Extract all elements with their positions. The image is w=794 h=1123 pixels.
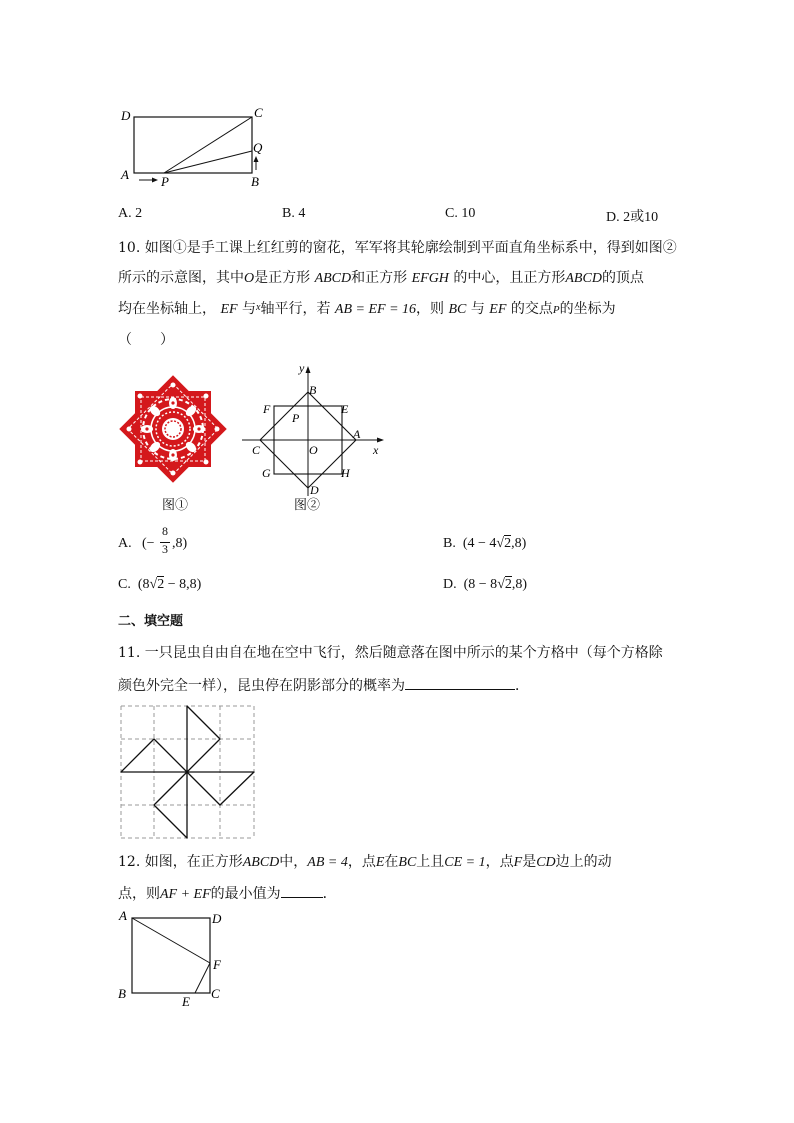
q10-option-c[interactable] <box>118 577 201 593</box>
q10-text: 和正方形 <box>351 270 408 286</box>
label-f: F <box>213 957 221 972</box>
math-efgh: EFGH <box>411 271 449 286</box>
option-close: ,8) <box>172 536 188 551</box>
sqrt-sign: √ <box>149 577 158 592</box>
q9-label-d: D <box>121 108 131 123</box>
label-d: D <box>212 911 222 926</box>
option-text: (4 − 4 <box>462 536 497 551</box>
option-key: D. <box>443 577 457 592</box>
q10-text: 与 <box>242 301 257 317</box>
q10-line-3 <box>118 298 616 320</box>
math-bc: BC <box>448 302 467 317</box>
label-d: D <box>310 483 319 497</box>
q10-text: 如图①是手工课上红红剪的窗花，军军将其轮廓绘制到平面直角坐标系中，得到如图② <box>144 240 677 256</box>
q10-text: 的顶点 <box>601 270 644 286</box>
q12-text: ，点 <box>347 854 376 870</box>
q12-text: 是 <box>522 854 537 870</box>
q9-option-b[interactable] <box>282 206 305 222</box>
q10-text: 所示的示意图，其中 <box>118 270 244 286</box>
q10-option-b[interactable] <box>443 536 526 552</box>
q10-option-d[interactable] <box>443 577 527 593</box>
option-key: C. <box>445 206 458 221</box>
q11-line-2 <box>118 675 529 696</box>
q10-text: 轴平行，若 <box>260 301 331 317</box>
math-e: E <box>375 855 385 870</box>
label-c: C <box>252 443 261 457</box>
q10-line-2 <box>118 268 644 289</box>
q10-line-1 <box>118 238 677 258</box>
label-f: F <box>263 402 271 416</box>
q12-text: 边上的动 <box>555 854 612 870</box>
sqrt-sign: √ <box>496 536 505 551</box>
q9-label-c: C <box>254 105 263 120</box>
label-a: A <box>353 427 361 441</box>
q9-figure <box>112 100 282 195</box>
sqrt-radicand: 2 <box>157 577 165 592</box>
window-flower-image <box>118 374 228 484</box>
label-p: P <box>292 411 300 425</box>
math-x: x <box>256 302 261 313</box>
sqrt-radicand: 2 <box>504 577 512 592</box>
answer-blank[interactable] <box>281 883 323 898</box>
q12-square-figure <box>112 906 232 1010</box>
q10-text: 的中心，且正方形 <box>453 270 566 286</box>
answer-blank[interactable] <box>405 675 515 690</box>
q12-text: 在 <box>384 854 399 870</box>
math-abcd: ABCD <box>314 271 352 286</box>
label-b: B <box>309 383 317 397</box>
math-equation: CE = 1 <box>444 855 486 870</box>
q10-text: 的交点 <box>510 301 553 317</box>
q9-option-a[interactable] <box>118 206 142 222</box>
q12-text: 上且 <box>416 854 445 870</box>
math-p: P <box>552 304 560 316</box>
q12-text: 12. 如图，在正方形 <box>118 854 243 870</box>
math-ef: EF <box>489 302 507 317</box>
option-text: 4 <box>298 206 306 221</box>
math-f: F <box>513 855 523 870</box>
label-h: H <box>341 466 350 480</box>
label-e: E <box>341 402 349 416</box>
q12-line-2 <box>118 883 337 905</box>
fraction-denominator: 3 <box>162 542 168 556</box>
option-text: (8 <box>137 577 150 592</box>
q12-text: 中， <box>279 854 308 870</box>
option-key: B. <box>282 206 295 221</box>
axis-x-label: x <box>373 443 379 457</box>
option-key: A. <box>118 536 132 551</box>
q9-label-q: Q <box>253 140 263 155</box>
option-key: D. <box>606 210 620 225</box>
math-abcd: ABCD <box>242 855 280 870</box>
option-key: C. <box>118 577 131 592</box>
math-cd: CD <box>536 855 556 870</box>
label-o: O <box>309 443 318 457</box>
sqrt-radicand: 2 <box>504 536 512 551</box>
label-b: B <box>118 986 126 1001</box>
q11-line-1: 11. 一只昆虫自由自在地在空中飞行，然后随意落在图中所示的某个方格中（每个方格除 <box>118 645 663 661</box>
math-ef: EF <box>220 302 238 317</box>
q9-label-a: A <box>121 167 129 182</box>
option-text: 10 <box>461 206 476 221</box>
math-o: O <box>244 271 255 286</box>
option-text: ,8) <box>511 536 527 551</box>
q12-end: ． <box>322 886 337 902</box>
axis-y-label: y <box>299 362 305 375</box>
q12-line-1 <box>118 852 612 873</box>
label-a: A <box>119 908 127 923</box>
figure-1-caption: 图① <box>162 498 189 513</box>
label-g: G <box>262 466 271 480</box>
option-text: 2或10 <box>623 210 659 225</box>
fraction-numerator: 8 <box>162 524 168 538</box>
q12-text: 的最小值为 <box>210 886 281 902</box>
q11-text: 颜色外完全一样），昆虫停在阴影部分的概率为 <box>118 678 405 694</box>
q10-text: 与 <box>470 301 485 317</box>
sqrt-sign: √ <box>497 577 505 592</box>
section-title: 二、填空题 <box>118 614 184 629</box>
option-text: ,8) <box>511 577 528 592</box>
q12-text: 点，则 <box>118 886 160 902</box>
q10-text: 是正方形 <box>254 270 311 286</box>
option-text: (8 − 8 <box>463 577 498 592</box>
option-text: − 8,8) <box>164 577 202 592</box>
label-e: E <box>182 994 190 1009</box>
q10-number: 10. <box>118 240 141 256</box>
option-text: 2 <box>135 206 143 221</box>
figure-2-caption: 图② <box>294 498 321 513</box>
q10-text: 均在坐标轴上， <box>118 301 216 317</box>
q9-label-b: B <box>251 174 259 189</box>
math-equation: AB = EF = 16 <box>334 302 417 317</box>
q10-text: 的坐标为 <box>559 301 616 317</box>
q10-coordinate-figure <box>238 362 388 498</box>
q9-label-p: P <box>161 174 169 189</box>
q10-paren: （ ） <box>118 332 174 348</box>
math-equation: AB = 4 <box>307 855 348 870</box>
math-bc: BC <box>398 855 417 870</box>
math-expression: AF + EF <box>160 887 211 902</box>
q10-text: ，则 <box>416 301 445 317</box>
q11-end: ． <box>515 678 529 694</box>
q9-option-c[interactable] <box>445 206 475 222</box>
option-open: (− <box>142 536 155 551</box>
q11-pinwheel-grid <box>118 704 258 840</box>
math-abcd: ABCD <box>565 271 602 286</box>
q9-option-d[interactable] <box>606 206 658 226</box>
label-c: C <box>211 986 220 1001</box>
option-key: B. <box>443 536 456 551</box>
q12-text: ，点 <box>485 854 514 870</box>
option-key: A. <box>118 206 132 221</box>
